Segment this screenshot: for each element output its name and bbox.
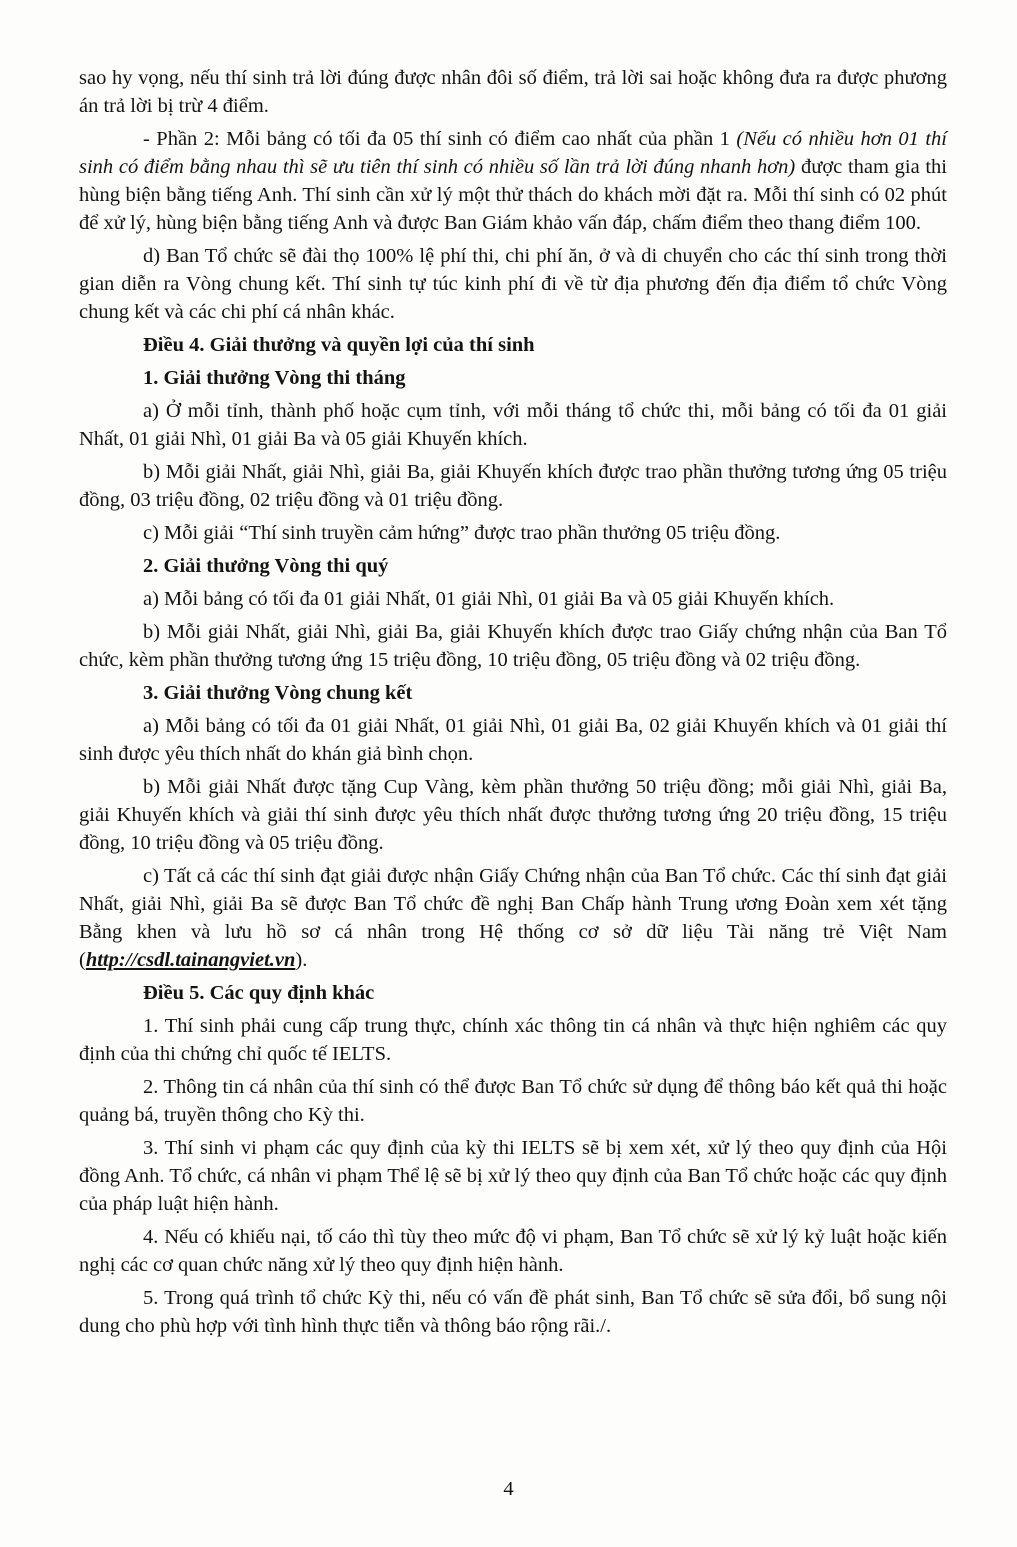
talent-database-link[interactable]: http://csdl.tainangviet.vn	[85, 949, 296, 971]
paragraph-final-c	[79, 862, 947, 974]
part-2-text-end: được tham gia thi hùng biện bằng tiếng Anh. Thí sinh cần xử lý một thử thách do khách mời đặt ra. Mỗi thí sinh có 02 phút để xử lý, hùng biện bằng tiếng Anh và được Ban Giám khảo vấn đáp, chấm điểm theo thang điểm 100.	[79, 156, 947, 234]
paragraph-rule-4: 4. Nếu có khiếu nại, tố cáo thì tùy theo mức độ vi phạm, Ban Tổ chức sẽ xử lý kỷ luật hoặc kiến nghị các cơ quan chức năng xử lý theo quy định hiện hành.	[79, 1226, 947, 1276]
final-c-text-end: ).	[295, 949, 308, 971]
paragraph-monthly-b: b) Mỗi giải Nhất, giải Nhì, giải Ba, giải Khuyến khích được trao phần thưởng tương ứng 05 triệu đồng, 03 triệu đồng, 02 triệu đồng và 01 triệu đồng.	[79, 461, 947, 511]
heading-monthly-prizes: 1. Giải thưởng Vòng thi tháng	[143, 367, 406, 389]
paragraph-monthly-c: c) Mỗi giải “Thí sinh truyền cảm hứng” được trao phần thưởng 05 triệu đồng.	[143, 522, 781, 544]
paragraph-quarterly-b: b) Mỗi giải Nhất, giải Nhì, giải Ba, giải Khuyến khích được trao Giấy chứng nhận của Ban Tổ chức, kèm phần thưởng tương ứng 15 triệu đồng, 10 triệu đồng, 05 triệu đồng và 02 triệu đồng.	[79, 621, 947, 671]
paragraph-rule-2: 2. Thông tin cá nhân của thí sinh có thể được Ban Tổ chức sử dụng để thông báo kết quả thi hoặc quảng bá, truyền thông cho Kỳ thi.	[79, 1076, 947, 1126]
paragraph-quarterly-a: a) Mỗi bảng có tối đa 01 giải Nhất, 01 giải Nhì, 01 giải Ba và 05 giải Khuyến khích.	[143, 588, 835, 610]
paragraph-final-round-costs: d) Ban Tổ chức sẽ đài thọ 100% lệ phí thi, chi phí ăn, ở và di chuyển cho các thí sinh trong thời gian diễn ra Vòng chung kết. Thí sinh tự túc kinh phí đi về từ địa phương đến địa điểm tổ chức Vòng chung kết và các chi phí cá nhân khác.	[79, 245, 947, 323]
paragraph-rule-1: 1. Thí sinh phải cung cấp trung thực, chính xác thông tin cá nhân và thực hiện nghiêm các quy định của thi chứng chỉ quốc tế IELTS.	[79, 1015, 947, 1065]
paragraph-final-b: b) Mỗi giải Nhất được tặng Cup Vàng, kèm phần thưởng 50 triệu đồng; mỗi giải Nhì, giải Ba, giải Khuyến khích và giải thí sinh được yêu thích nhất được thưởng tương ứng 20 triệu đồng, 15 triệu đồng, 10 triệu đồng và 05 triệu đồng.	[79, 776, 947, 854]
part-2-text-start: - Phần 2: Mỗi bảng có tối đa 05 thí sinh có điểm cao nhất của phần 1	[143, 128, 737, 150]
paragraph-final-a: a) Mỗi bảng có tối đa 01 giải Nhất, 01 giải Nhì, 01 giải Ba, 02 giải Khuyến khích và 01 giải thí sinh được yêu thích nhất do khán giả bình chọn.	[79, 715, 947, 765]
part-2-tiebreak-note: (Nếu có nhiều hơn 01 thí sinh có điểm bằng nhau thì sẽ ưu tiên thí sinh có nhiều số lần trả lời đúng nhanh hơn)	[79, 128, 948, 178]
paragraph-rule-5: 5. Trong quá trình tổ chức Kỳ thi, nếu có vấn đề phát sinh, Ban Tổ chức sẽ sửa đổi, bổ sung nội dung cho phù hợp với tình hình thực tiễn và thông báo rộng rãi./.	[79, 1287, 947, 1337]
heading-quarterly-prizes: 2. Giải thưởng Vòng thi quý	[143, 555, 389, 577]
paragraph-rule-3: 3. Thí sinh vi phạm các quy định của kỳ thi IELTS sẽ bị xem xét, xử lý theo quy định của Hội đồng Anh. Tổ chức, cá nhân vi phạm Thể lệ sẽ bị xử lý theo quy định của Ban Tổ chức hoặc các quy định của pháp luật hiện hành.	[79, 1137, 947, 1215]
heading-article-4: Điều 4. Giải thưởng và quyền lợi của thí sinh	[143, 334, 535, 356]
page-number: 4	[503, 1478, 514, 1500]
paragraph-monthly-a: a) Ở mỗi tỉnh, thành phố hoặc cụm tỉnh, với mỗi tháng tổ chức thi, mỗi bảng có tối đa 01 giải Nhất, 01 giải Nhì, 01 giải Ba và 05 giải Khuyến khích.	[79, 400, 947, 450]
paragraph-part-2	[79, 125, 947, 237]
heading-article-5: Điều 5. Các quy định khác	[143, 982, 375, 1004]
final-c-text: c) Tất cả các thí sinh đạt giải được nhận Giấy Chứng nhận của Ban Tổ chức. Các thí sinh đạt giải Nhất, giải Nhì, giải Ba sẽ được Ban Tổ chức đề nghị Ban Chấp hành Trung ương Đoàn xem xét tặng Bằng khen và lưu hồ sơ cá nhân trong Hệ thống cơ sở dữ liệu Tài năng trẻ Việt Nam (	[79, 865, 947, 971]
heading-final-prizes: 3. Giải thưởng Vòng chung kết	[143, 682, 413, 704]
paragraph-scoring-continuation: sao hy vọng, nếu thí sinh trả lời đúng được nhân đôi số điểm, trả lời sai hoặc không đưa ra được phương án trả lời bị trừ 4 điểm.	[79, 67, 947, 117]
document-body	[79, 64, 947, 1345]
